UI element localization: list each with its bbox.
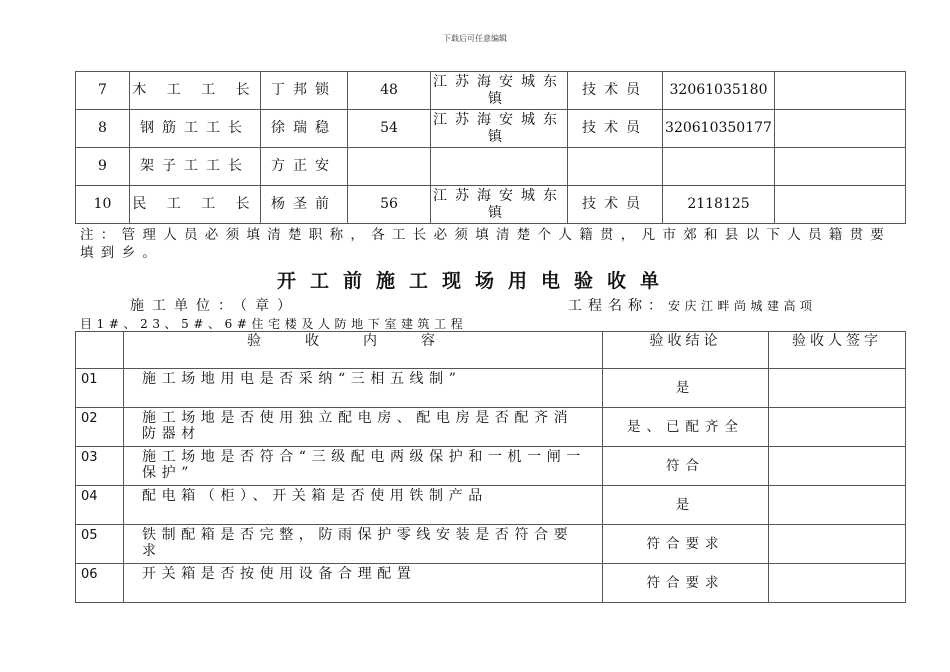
staff-id: 2118125: [663, 186, 775, 224]
inspection-content: 施工场地是否符合“三级配电两级保护和一机一闸一保护”: [124, 447, 603, 486]
inspection-no: 03: [76, 447, 124, 486]
inspection-result: 是: [603, 369, 769, 408]
project-name-part-1: 安庆江畔尚城建高项: [668, 299, 817, 313]
inspection-no: 05: [76, 525, 124, 564]
staff-origin: 江苏海安城东镇: [431, 72, 568, 110]
inspection-row: [76, 408, 906, 447]
staff-extra: [775, 186, 906, 224]
staff-role: 架子工工长: [130, 148, 261, 186]
construction-unit-label: 施工单位：（章）: [130, 298, 299, 314]
staff-age: 56: [348, 186, 431, 224]
inspection-sign: [769, 447, 906, 486]
staff-extra: [775, 110, 906, 148]
staff-row: [76, 110, 906, 148]
staff-no: 10: [76, 186, 130, 224]
staff-origin: [431, 148, 568, 186]
staff-extra: [775, 148, 906, 186]
inspection-row: [76, 564, 906, 603]
inspection-header-row: [76, 332, 906, 369]
inspection-no: 01: [76, 369, 124, 408]
staff-no: 7: [76, 72, 130, 110]
inspection-result: 符合: [603, 447, 769, 486]
project-name-part-2: 目1#、23、5#、6#住宅楼及人防地下室建筑工程: [80, 317, 468, 331]
staff-id: 32061035180: [663, 72, 775, 110]
inspection-row: [76, 525, 906, 564]
inspection-content: 配电箱（柜）、开关箱是否使用铁制产品: [124, 486, 603, 525]
inspection-content: 铁制配箱是否完整，防雨保护零线安装是否符合要求: [124, 525, 603, 564]
inspection-content: 施工场地是否使用独立配电房、配电房是否配齐消防器材: [124, 408, 603, 447]
inspection-result: 符合要求: [603, 525, 769, 564]
staff-no: 8: [76, 110, 130, 148]
staff-name: 杨圣前: [261, 186, 348, 224]
note: 注：管理人员必须填清楚职称，各工长必须填清楚个人籍贯，凡市郊和县以下人员籍贯要填到乡。: [80, 227, 892, 261]
staff-id: 320610350177: [663, 110, 775, 148]
staff-row: [76, 186, 906, 224]
inspection-sign: [769, 408, 906, 447]
inspection-row: [76, 447, 906, 486]
header-no: [76, 332, 124, 369]
staff-role: 木 工 工 长: [130, 72, 261, 110]
inspection-content: 施工场地用电是否采纳“三相五线制”: [124, 369, 603, 408]
staff-origin: 江苏海安城东镇: [431, 110, 568, 148]
header-content: 验收内容: [124, 332, 603, 369]
staff-title: 技术员: [568, 72, 663, 110]
inspection-result: 是、已配齐全: [603, 408, 769, 447]
staff-age: 54: [348, 110, 431, 148]
project-name-line: [568, 295, 898, 315]
inspection-sign: [769, 525, 906, 564]
inspection-row: [76, 369, 906, 408]
header-note: 下载后可任意编辑: [443, 34, 507, 43]
staff-id: [663, 148, 775, 186]
staff-name: 丁邦锁: [261, 72, 348, 110]
staff-role: 钢筋工工长: [130, 110, 261, 148]
staff-role: 民 工 工 长: [130, 186, 261, 224]
inspection-content: 开关箱是否按使用设备合理配置: [124, 564, 603, 603]
staff-name: 方正安: [261, 148, 348, 186]
inspection-table: [75, 331, 906, 603]
page-title: 开工前施工现场用电验收单: [276, 270, 673, 292]
staff-no: 9: [76, 148, 130, 186]
staff-title: [568, 148, 663, 186]
project-label: 工程名称：: [568, 298, 668, 314]
inspection-result: 是: [603, 486, 769, 525]
staff-age: 48: [348, 72, 431, 110]
inspection-no: 06: [76, 564, 124, 603]
staff-table: [75, 71, 906, 224]
inspection-result: 符合要求: [603, 564, 769, 603]
staff-row: [76, 72, 906, 110]
inspection-row: [76, 486, 906, 525]
inspection-no: 04: [76, 486, 124, 525]
header-result: 验收结论: [603, 332, 769, 369]
inspection-no: 02: [76, 408, 124, 447]
staff-origin: 江苏海安城东镇: [431, 186, 568, 224]
staff-row: [76, 148, 906, 186]
header-sign: 验收人签字: [769, 332, 906, 369]
inspection-sign: [769, 486, 906, 525]
staff-title: 技术员: [568, 186, 663, 224]
staff-age: [348, 148, 431, 186]
staff-title: 技术员: [568, 110, 663, 148]
inspection-sign: [769, 564, 906, 603]
inspection-sign: [769, 369, 906, 408]
staff-extra: [775, 72, 906, 110]
staff-name: 徐瑞稳: [261, 110, 348, 148]
